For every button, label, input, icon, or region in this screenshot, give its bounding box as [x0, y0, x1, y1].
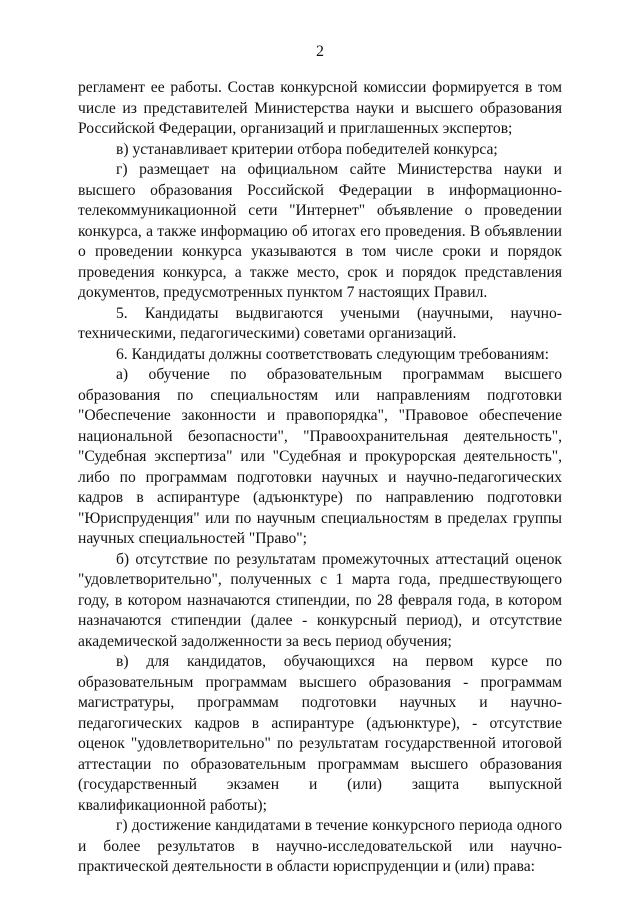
paragraph-item-v-criteria: в) устанавливает критерии отбора победителей конкурса; — [116, 140, 498, 158]
paragraph-item-g-publication: г) размещает на официальном сайте Министерства науки и высшего образования Российской Федерации в информационно-телекоммуникационной сети "Интернет" объявление о проведении конкурса, а также информацию об итогах его проведения. В объявлении о проведении конкурса указываются в том числе сроки и порядок проведения конкурса, а также место, срок и порядок представления документов, предусмотренных пунктом 7 настоящих Правил. — [78, 161, 562, 301]
document-body — [78, 78, 562, 878]
paragraph-req-v-first-year: в) для кандидатов, обучающихся на первом курсе по образовательным программам высшего образования - программам магистратуры, программам подготовки научных и научно-педагогических кадров в аспирантуре (адъюнктуре), - отсутствие оценок "удовлетворительно" по результатам государственной итоговой аттестации по образовательным программам высшего образования (государственный экзамен и (или) защита выпускной квалификационной работы); — [78, 653, 562, 814]
paragraph-req-b-grades: б) отсутствие по результатам промежуточных аттестаций оценок "удовлетворительно", полученных с 1 марта года, предшествующего году, в котором назначаются стипендии, по 28 февраля года, в котором назначаются стипендии (далее - конкурсный период), и отсутствие академической задолженности за весь период обучения; — [78, 550, 562, 650]
paragraph-req-a-programs: а) обучение по образовательным программам высшего образования по специальностям или направлениям подготовки "Обеспечение законности и правопорядка", "Правовое обеспечение национальной безопасности", "Правоохранительная деятельность", "Судебная экспертиза" или "Судебная и прокурорская деятельность", либо по программам подготовки научных и научно-педагогических кадров в аспирантуре (адъюнктуре) по направлению подготовки "Юриспруденция" или по научным специальностям в пределах группы научных специальностей "Право"; — [78, 366, 562, 547]
paragraph-commission-composition: регламент ее работы. Состав конкурсной комиссии формируется в том числе из представителей Министерства науки и высшего образования Российской Федерации, организаций и приглашенных экспертов; — [78, 79, 562, 137]
paragraph-req-g-achievements: г) достижение кандидатами в течение конкурсного периода одного и более результатов в научно-исследовательской или научно-практической деятельности в области юриспруденции и (или) права: — [78, 817, 562, 875]
paragraph-6-requirements: 6. Кандидаты должны соответствовать следующим требованиям: — [116, 345, 549, 363]
paragraph-5-nomination: 5. Кандидаты выдвигаются учеными (научными, научно-техническими, педагогическими) советами организаций. — [78, 304, 562, 342]
page-number: 2 — [316, 43, 324, 60]
